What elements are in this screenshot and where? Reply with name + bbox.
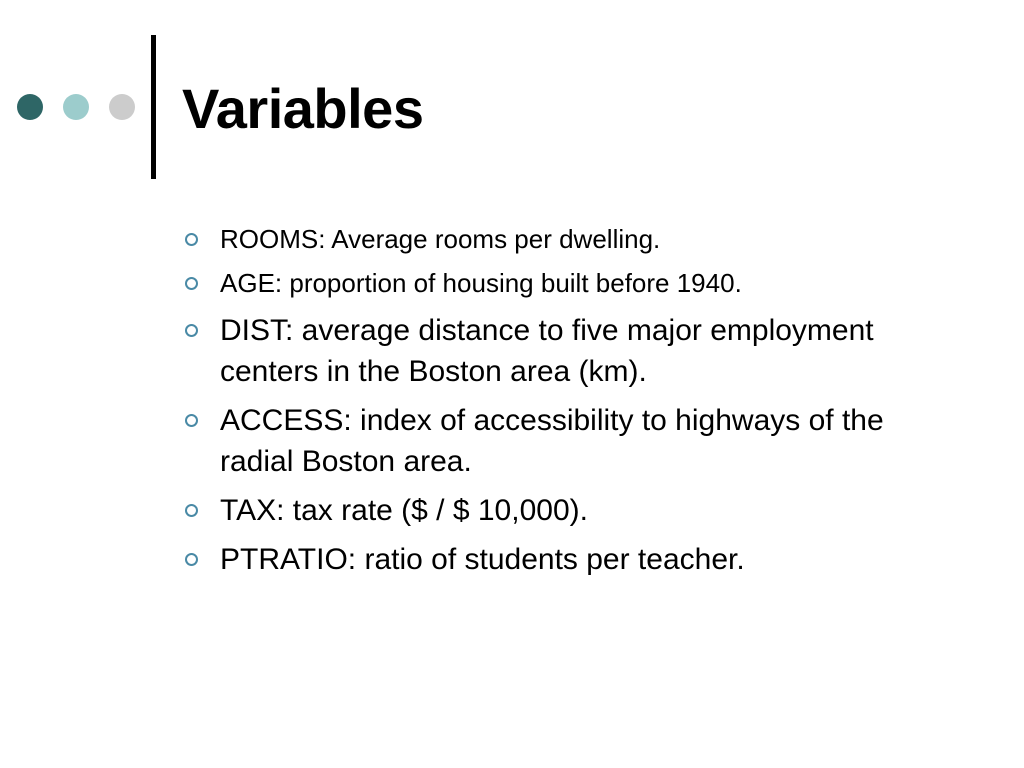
bullet-circle-icon — [185, 414, 198, 427]
bullet-text: ACCESS: index of accessibility to highways of the radial Boston area. — [220, 404, 884, 478]
dot-gray — [109, 94, 135, 120]
slide-title: Variables — [182, 77, 424, 140]
decorative-dots — [17, 94, 135, 120]
bullet-item — [182, 222, 942, 256]
bullet-text: TAX: tax rate ($ / $ 10,000). — [220, 494, 588, 527]
dot-light-teal — [63, 94, 89, 120]
bullet-item — [182, 539, 942, 580]
bullet-circle-icon — [185, 553, 198, 566]
bullet-circle-icon — [185, 233, 198, 246]
bullet-item — [182, 266, 942, 300]
bullet-circle-icon — [185, 277, 198, 290]
bullet-circle-icon — [185, 504, 198, 517]
bullet-list — [182, 222, 942, 588]
bullet-item — [182, 310, 942, 392]
bullet-text: DIST: average distance to five major employment centers in the Boston area (km). — [220, 314, 874, 388]
bullet-text: PTRATIO: ratio of students per teacher. — [220, 543, 745, 576]
bullet-item — [182, 400, 942, 482]
dot-dark-teal — [17, 94, 43, 120]
bullet-circle-icon — [185, 324, 198, 337]
bullet-item — [182, 490, 942, 531]
title-divider — [151, 35, 156, 179]
bullet-text: ROOMS: Average rooms per dwelling. — [220, 224, 661, 254]
bullet-text: AGE: proportion of housing built before 1940. — [220, 268, 742, 298]
